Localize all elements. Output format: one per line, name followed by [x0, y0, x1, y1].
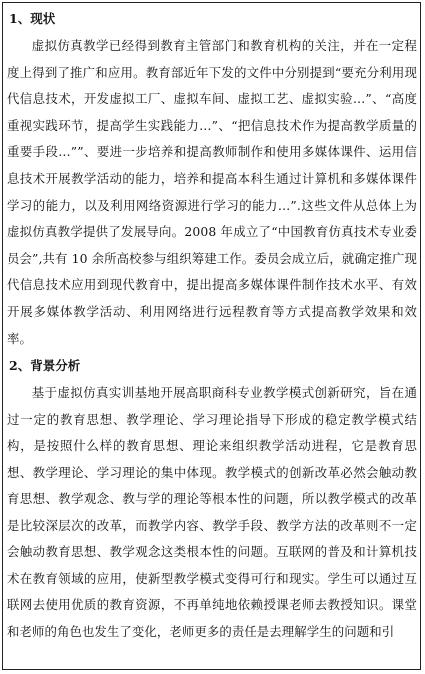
document-frame [2, 2, 421, 670]
document-content [7, 9, 417, 649]
section-paragraph-status: 虚拟仿真教学已经得到教育主管部门和教育机构的关注，并在一定程度上得到了推广和应用。教育部近年下发的文件中分别提到“要充分利用现代信息技术，开发虚拟工厂、虚拟车间、虚拟工艺、虚拟实验…”、“高度重视实践环节，提高学生实践能力…”、“把信息技术作为提高教学质量的重要手段…””、要进一步培养和提高教师制作和使用多媒体课件、运用信息技术开展教学活动的能力，培养和提高本科生通过计算机和多媒体课件学习的能力，以及利用网络资源进行学习的能力…”.这些文件从总体上为虚拟仿真教学提供了发展导向。2008 年成立了“中国教育仿真技术专业委员会”,共有 10 余所高校参与组织筹建工作。委员会成立后，就确定推广现代信息技术应用到现代教育中，提出提高多媒体课件制作技术水平、有效开展多媒体教学活动、利用网络进行远程教育等方式提高教学效果和效率。 [7, 38, 417, 346]
section-paragraph-background: 基于虚拟仿真实训基地开展高职商科专业教学模式创新研究，旨在通过一定的教育思想、教学理论、学习理论指导下形成的稳定教学模式结构，是按照什么样的教育思想、理论来组织教学活动进程，它是教育思想、教学理论、学习理论的集中体现。教学模式的创新改革必然会触动教育思想、教学观念、教与学的理论等根本性的问题，所以教学模式的改革是比较深层次的改革，而教学内容、教学手段、教学方法的改革则不一定会触动教育思想、教学观念这类根本性的问题。互联网的普及和计算机技术在教育领域的应用，使新型教学模式变得可行和现实。学生可以通过互联网去使用优质的教育资源，不再单纯地依赖授课老师去教授知识。课堂和老师的角色也发生了变化，老师更多的责任是去理解学生的问题和引 [7, 385, 417, 639]
section-heading-background: 2、背景分析 [9, 358, 81, 374]
section-heading-status: 1、现状 [9, 11, 56, 26]
